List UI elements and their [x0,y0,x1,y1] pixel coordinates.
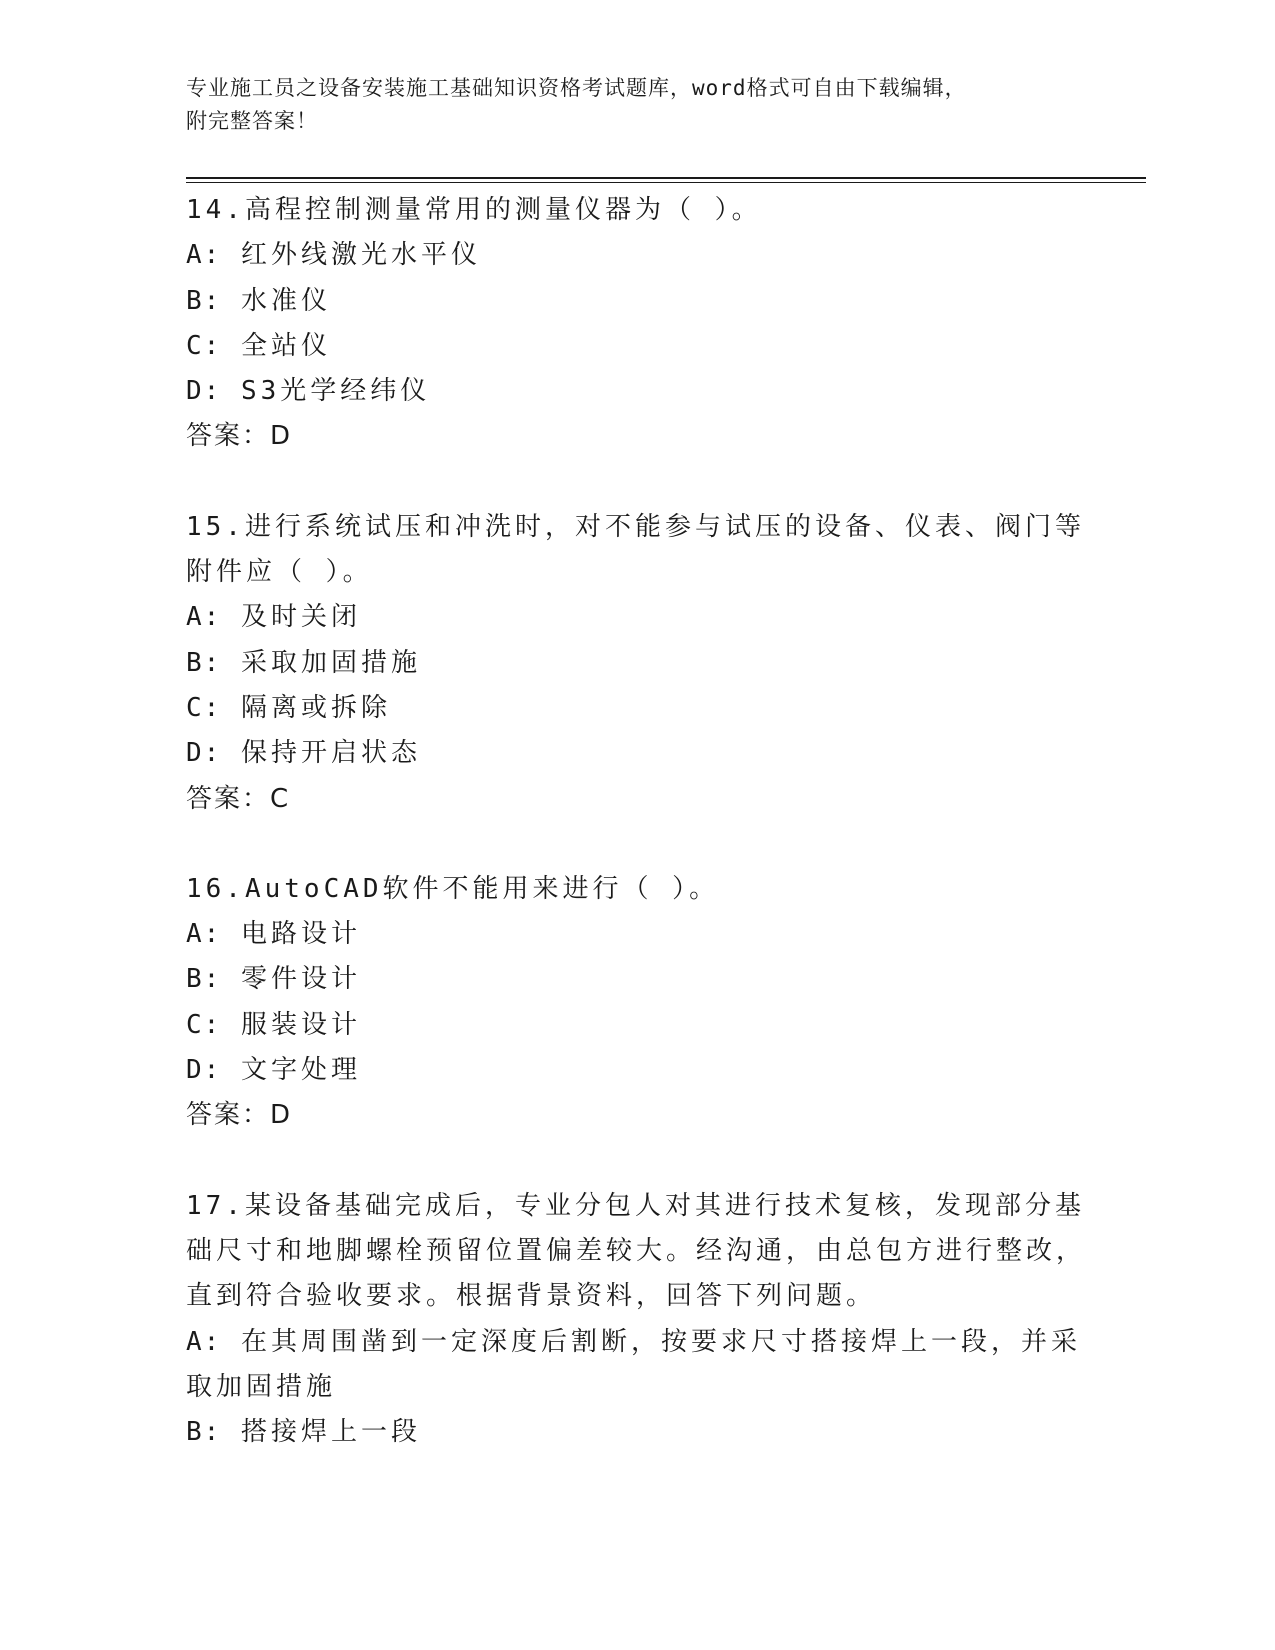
option-label: C: [186,330,222,361]
question-15 [186,505,1086,822]
question-14 [186,188,1086,460]
option-text: 水准仪 [240,285,331,316]
option-text: 全站仪 [240,330,331,361]
option-label: D: [186,738,222,769]
option-label: B: [186,647,222,678]
header-divider-thin [186,182,1146,183]
option-a [186,1320,1086,1411]
option-text: 零件设计 [240,964,361,995]
option-d [186,1048,1086,1093]
option-label: D: [186,1055,222,1086]
header-line-2: 附完整答案！ [186,109,318,133]
option-text: 在其周围凿到一定深度后割断，按要求尺寸搭接焊上一段，并采取加固措施 [186,1326,1081,1402]
question-list [186,188,1086,1455]
option-a [186,912,1086,957]
question-text: 17.某设备基础完成后，专业分包人对其进行技术复核，发现部分基础尺寸和地脚螺栓预留位置偏差较大。经沟通，由总包方进行整改，直到符合验收要求。根据背景资料，回答下列问题。 [186,1190,1087,1312]
option-d [186,369,1086,414]
option-text: 保持开启状态 [240,738,421,769]
option-label: A: [186,240,222,271]
question-text: 14.高程控制测量常用的测量仪器为（ ）。 [186,195,762,225]
option-text: 电路设计 [240,919,361,950]
option-d [186,731,1086,776]
option-b [186,1410,1086,1455]
option-b [186,957,1086,1002]
option-text: 搭接焊上一段 [240,1417,421,1448]
option-c [186,686,1086,731]
option-text: 服装设计 [240,1009,361,1040]
option-label: A: [186,919,222,950]
option-label: B: [186,964,222,995]
option-label: B: [186,285,222,316]
option-label: D: [186,376,222,407]
option-c [186,324,1086,369]
answer: 答案：D [186,421,293,452]
option-c [186,1003,1086,1048]
spacer [186,822,1086,867]
option-label: B: [186,1417,222,1448]
option-text: S3光学经纬仪 [240,376,431,407]
option-text: 隔离或拆除 [240,692,391,723]
option-text: 及时关闭 [240,602,361,633]
answer: 答案：C [186,783,291,814]
option-label: A: [186,602,222,633]
option-b [186,279,1086,324]
option-a [186,595,1086,640]
question-text: 16.AutoCAD软件不能用来进行（ ）。 [186,873,720,904]
option-label: A: [186,1326,222,1357]
option-text: 采取加固措施 [240,647,421,678]
question-17 [186,1184,1086,1456]
header-line-1: 专业施工员之设备安装施工基础知识资格考试题库，word格式可自由下载编辑， [186,76,967,100]
question-16 [186,867,1086,1139]
spacer [186,1139,1086,1184]
option-label: C: [186,1009,222,1040]
question-text: 15.进行系统试压和冲洗时，对不能参与试压的设备、仪表、阀门等附件应（ ）。 [186,511,1085,588]
header-divider-thick [186,177,1146,179]
option-text: 红外线激光水平仪 [240,240,481,271]
option-a [186,233,1086,278]
option-b [186,641,1086,686]
answer: 答案：D [186,1100,293,1131]
option-label: C: [186,692,222,723]
spacer [186,460,1086,505]
option-text: 文字处理 [240,1055,361,1086]
document-header [186,72,1066,138]
